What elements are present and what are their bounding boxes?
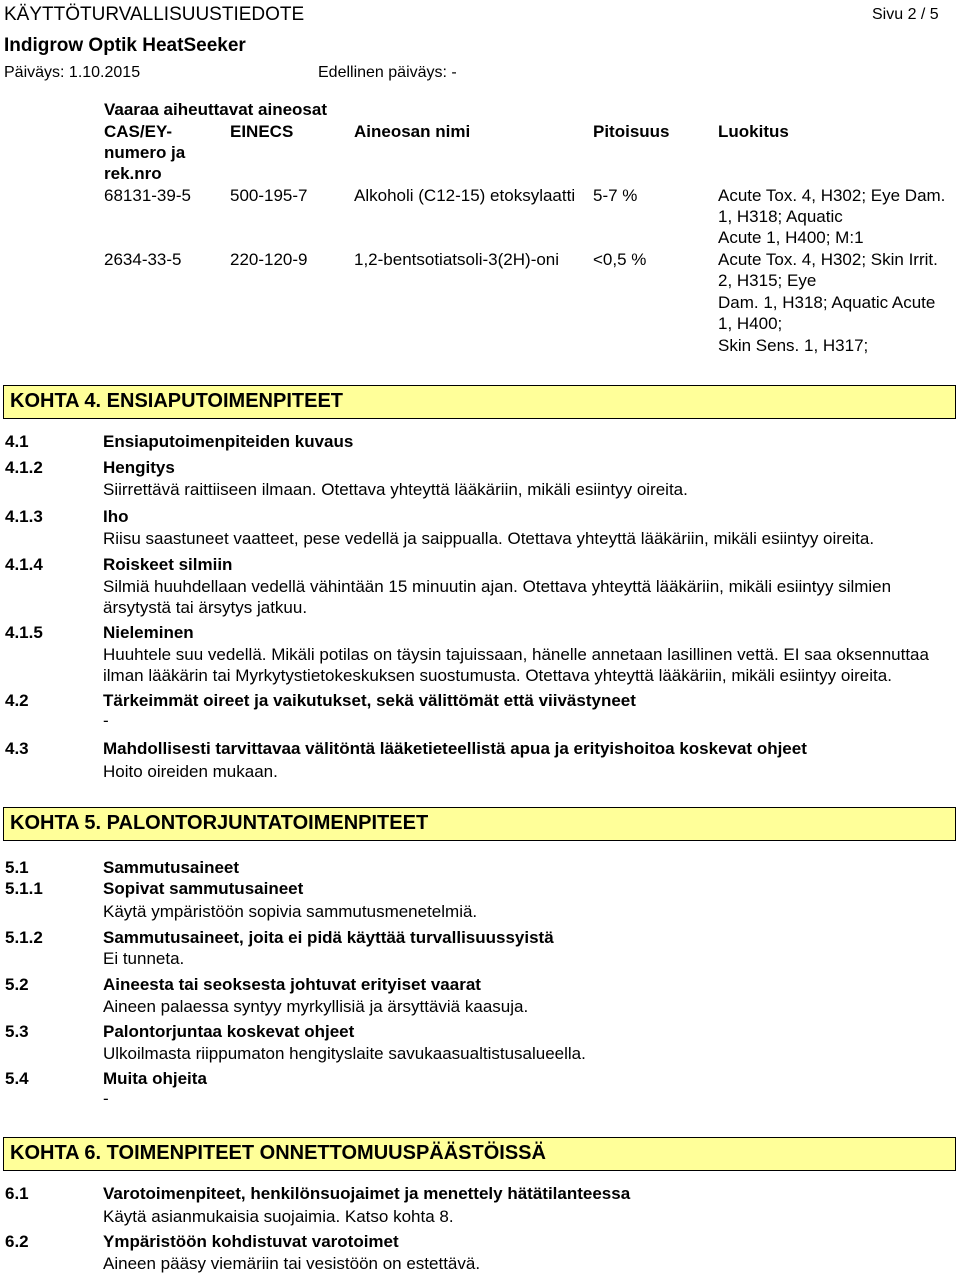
subsection-text: Huuhtele suu vedellä. Mikäli potilas on täysin tajuissaan, hänelle annetaan lasillinen vettä. EI saa oksennuttaa bbox=[103, 645, 929, 664]
subsection-heading: Ensiaputoimenpiteiden kuvaus bbox=[103, 432, 354, 451]
section-5-banner bbox=[3, 807, 956, 841]
col-cas: CAS/EY- bbox=[104, 122, 173, 141]
subsection-number: 5.1.2 bbox=[5, 928, 43, 947]
subsection-text: Käytä ympäristöön sopivia sammutusmenetelmiä. bbox=[103, 902, 478, 921]
table-cell-einecs: 500-195-7 bbox=[230, 186, 308, 205]
subsection-text: ärsytystä tai ärsytys jatkuu. bbox=[103, 598, 308, 617]
subsection-number: 6.1 bbox=[5, 1184, 29, 1203]
col-cas-line3: rek.nro bbox=[104, 164, 162, 183]
section-5-title: KOHTA 5. PALONTORJUNTATOIMENPITEET bbox=[10, 812, 429, 834]
subsection-text: Silmiä huuhdellaan vedellä vähintään 15 minuutin ajan. Otettava yhteyttä lääkäriin, mikäli esiintyy silmien bbox=[103, 577, 892, 596]
subsection-number: 4.1.2 bbox=[5, 458, 43, 477]
col-einecs: EINECS bbox=[230, 122, 294, 141]
subsection-heading: Hengitys bbox=[103, 458, 175, 477]
subsection-heading: Varotoimenpiteet, henkilönsuojaimet ja menettely hätätilanteessa bbox=[103, 1184, 631, 1203]
product-name: Indigrow Optik HeatSeeker bbox=[4, 35, 246, 56]
subsection-number: 5.1.1 bbox=[5, 879, 43, 898]
subsection-text: Siirrettävä raittiiseen ilmaan. Otettava yhteyttä lääkäriin, mikäli esiintyy oireita. bbox=[103, 480, 688, 499]
document-title: KÄYTTÖTURVALLISUUSTIEDOTE bbox=[4, 4, 305, 25]
subsection-text: - bbox=[103, 711, 109, 730]
subsection-text: ilman lääkärin tai Myrkytystietokeskuksen suostumusta. Otettava yhteyttä lääkäriin, mikäli esiintyy oireita. bbox=[103, 666, 892, 685]
subsection-heading: Roiskeet silmiin bbox=[103, 555, 233, 574]
subsection-number: 4.2 bbox=[5, 691, 29, 710]
revision-date: Päiväys: 1.10.2015 bbox=[4, 64, 141, 81]
table-cell-classification: 2, H315; Eye bbox=[718, 271, 817, 290]
subsection-text: Ei tunneta. bbox=[103, 949, 185, 968]
subsection-heading: Ympäristöön kohdistuvat varotoimet bbox=[103, 1232, 399, 1251]
subsection-number: 4.1.3 bbox=[5, 507, 43, 526]
col-concentration: Pitoisuus bbox=[593, 122, 670, 141]
table-cell-einecs: 220-120-9 bbox=[230, 250, 308, 269]
subsection-text: - bbox=[103, 1089, 109, 1108]
table-cell-concentration: <0,5 % bbox=[593, 250, 647, 269]
table-cell-cas: 68131-39-5 bbox=[104, 186, 191, 205]
section-4-banner bbox=[3, 385, 956, 419]
section-6-banner bbox=[3, 1137, 956, 1171]
subsection-heading: Iho bbox=[103, 507, 129, 526]
subsection-heading: Sammutusaineet bbox=[103, 858, 240, 877]
subsection-heading: Nieleminen bbox=[103, 623, 194, 642]
table-cell-classification: Acute 1, H400; M:1 bbox=[718, 228, 864, 247]
subsection-number: 4.1.5 bbox=[5, 623, 43, 642]
col-classification: Luokitus bbox=[718, 122, 789, 141]
subsection-text: Ulkoilmasta riippumaton hengityslaite savukaasualtistusalueella. bbox=[103, 1044, 586, 1063]
table-cell-classification: Acute Tox. 4, H302; Skin Irrit. bbox=[718, 250, 938, 269]
col-name: Aineosan nimi bbox=[354, 122, 471, 141]
subsection-heading: Sopivat sammutusaineet bbox=[103, 879, 304, 898]
subsection-heading: Sammutusaineet, joita ei pidä käyttää turvallisuussyistä bbox=[103, 928, 554, 947]
subsection-text: Aineen pääsy viemäriin tai vesistöön on estettävä. bbox=[103, 1254, 481, 1273]
subsection-heading: Mahdollisesti tarvittavaa välitöntä lääketieteellistä apua ja erityishoitoa koskevat ohjeet bbox=[103, 739, 807, 758]
ingredients-heading: Vaaraa aiheuttavat aineosat bbox=[104, 100, 328, 119]
subsection-number: 5.4 bbox=[5, 1069, 29, 1088]
table-cell-classification: Acute Tox. 4, H302; Eye Dam. bbox=[718, 186, 946, 205]
subsection-number: 4.1 bbox=[5, 432, 29, 451]
table-cell-classification: 1, H400; bbox=[718, 314, 783, 333]
section-6-title: KOHTA 6. TOIMENPITEET ONNETTOMUUSPÄÄSTÖISSÄ bbox=[10, 1142, 546, 1164]
subsection-number: 4.1.4 bbox=[5, 555, 43, 574]
table-cell-name: 1,2-bentsotiatsoli-3(2H)-oni bbox=[354, 250, 560, 269]
section-4-title: KOHTA 4. ENSIAPUTOIMENPITEET bbox=[10, 390, 343, 412]
page-number: Sivu 2 / 5 bbox=[872, 6, 939, 23]
table-cell-classification: Dam. 1, H318; Aquatic Acute bbox=[718, 293, 936, 312]
subsection-number: 6.2 bbox=[5, 1232, 29, 1251]
table-cell-cas: 2634-33-5 bbox=[104, 250, 182, 269]
table-cell-name: Alkoholi (C12-15) etoksylaatti bbox=[354, 186, 576, 205]
subsection-heading: Tärkeimmät oireet ja vaikutukset, sekä välittömät että viivästyneet bbox=[103, 691, 636, 710]
table-cell-classification: 1, H318; Aquatic bbox=[718, 207, 843, 226]
subsection-number: 4.3 bbox=[5, 739, 29, 758]
subsection-heading: Palontorjuntaa koskevat ohjeet bbox=[103, 1022, 355, 1041]
subsection-number: 5.2 bbox=[5, 975, 29, 994]
subsection-heading: Muita ohjeita bbox=[103, 1069, 207, 1088]
subsection-number: 5.1 bbox=[5, 858, 29, 877]
previous-revision-date: Edellinen päiväys: - bbox=[318, 64, 457, 81]
subsection-text: Hoito oireiden mukaan. bbox=[103, 762, 278, 781]
table-cell-concentration: 5-7 % bbox=[593, 186, 638, 205]
subsection-heading: Aineesta tai seoksesta johtuvat erityiset vaarat bbox=[103, 975, 481, 994]
subsection-text: Aineen palaessa syntyy myrkyllisiä ja ärsyttäviä kaasuja. bbox=[103, 997, 529, 1016]
subsection-text: Käytä asianmukaisia suojaimia. Katso kohta 8. bbox=[103, 1207, 454, 1226]
table-cell-classification: Skin Sens. 1, H317; bbox=[718, 336, 869, 355]
col-cas-line2: numero ja bbox=[104, 143, 186, 162]
subsection-number: 5.3 bbox=[5, 1022, 29, 1041]
subsection-text: Riisu saastuneet vaatteet, pese vedellä ja saippualla. Otettava yhteyttä lääkäriin, mikäli esiintyy oireita. bbox=[103, 529, 875, 548]
